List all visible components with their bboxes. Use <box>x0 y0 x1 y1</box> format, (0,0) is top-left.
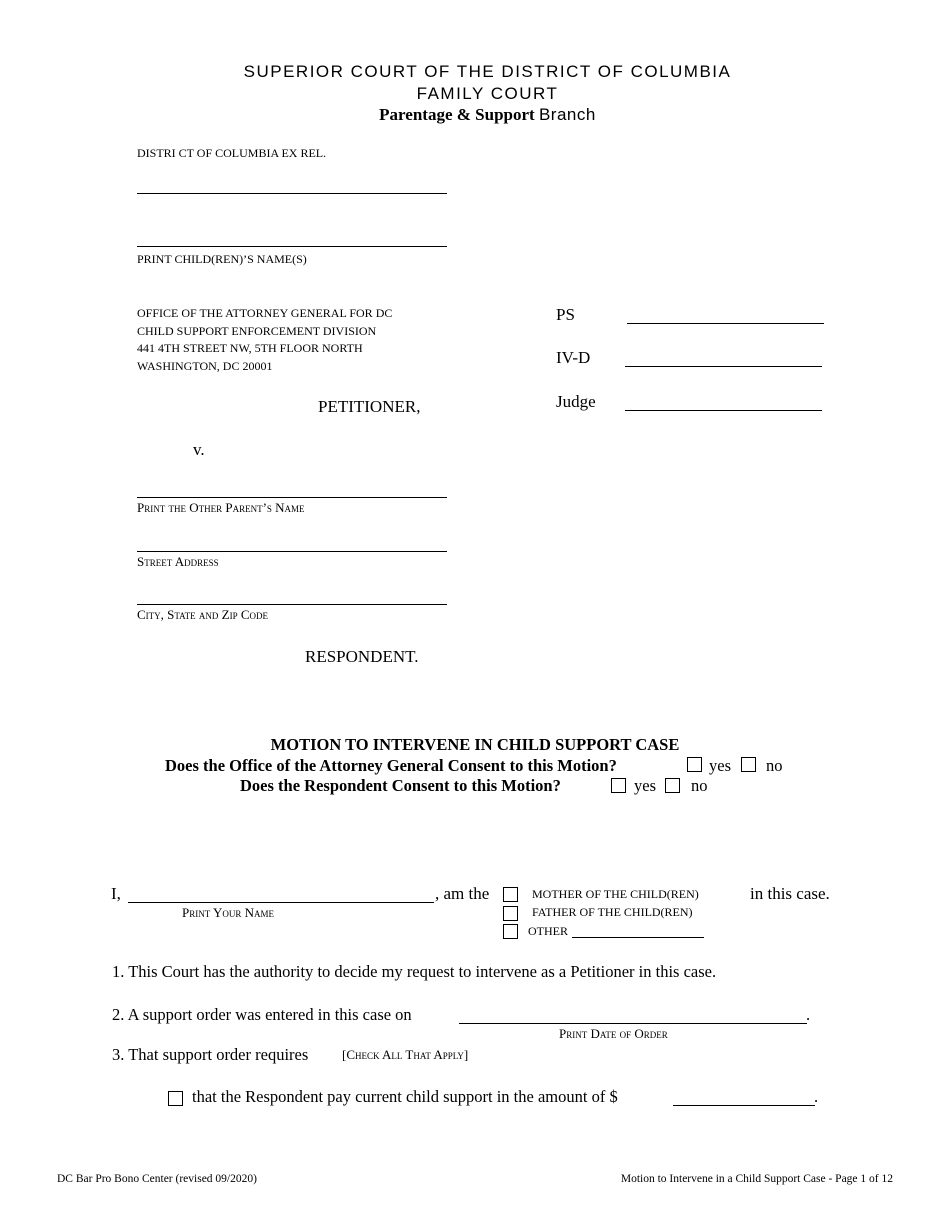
father-checkbox[interactable] <box>503 906 518 921</box>
city-label: City, State and Zip Code <box>137 607 269 622</box>
item-1: 1. This Court has the authority to decide my request to intervene as a Petitioner in this case. <box>112 962 717 981</box>
current-support-checkbox[interactable] <box>168 1091 183 1106</box>
branch-name <box>0 105 950 125</box>
current-support-label: that the Respondent pay current child support in the amount of $ <box>192 1087 618 1106</box>
judge-label: Judge <box>556 392 596 411</box>
respondent-label: RESPONDENT. <box>305 647 419 666</box>
branch-plain: Branch <box>538 105 596 124</box>
your-name-label: Print Your Name <box>182 905 275 920</box>
oag-consent-question: Does the Office of the Attorney General Consent to this Motion? <box>165 756 617 775</box>
oag-line-4: WASHINGTON, DC 20001 <box>137 358 273 373</box>
other-checkbox[interactable] <box>503 924 518 939</box>
oag-consent-no-checkbox[interactable] <box>741 757 756 772</box>
versus-label: v. <box>193 440 205 459</box>
ps-label: PS <box>556 305 575 324</box>
footer-left: DC Bar Pro Bono Center (revised 09/2020) <box>57 1173 257 1185</box>
other-parent-line[interactable] <box>137 497 447 498</box>
mother-checkbox[interactable] <box>503 887 518 902</box>
current-support-end: . <box>814 1087 819 1106</box>
child-name-label: PRINT CHILD(REN)’S NAME(S) <box>137 252 307 266</box>
oag-consent-no-label: no <box>766 756 783 775</box>
street-label: Street Address <box>137 554 219 569</box>
oag-line-2: CHILD SUPPORT ENFORCEMENT DIVISION <box>137 323 377 338</box>
i-label: I, <box>111 884 121 903</box>
branch-bold: Parentage & Support <box>379 105 535 124</box>
division-name: FAMILY COURT <box>416 84 559 103</box>
item-3: 3. That support order requires <box>112 1045 309 1064</box>
child-name-line-1[interactable] <box>137 193 447 194</box>
court-name: SUPERIOR COURT OF THE DISTRICT OF COLUMBIA <box>243 62 732 81</box>
item-2-end: . <box>806 1005 811 1024</box>
ps-field[interactable] <box>627 323 824 324</box>
respondent-consent-no-checkbox[interactable] <box>665 778 680 793</box>
petitioner-label: PETITIONER, <box>318 397 421 416</box>
item-2: 2. A support order was entered in this case on <box>112 1005 412 1024</box>
oag-line-1: OFFICE OF THE ATTORNEY GENERAL FOR DC <box>137 306 393 320</box>
ivd-label: IV-D <box>556 348 591 367</box>
respondent-consent-question: Does the Respondent Consent to this Motion? <box>240 776 561 795</box>
city-line[interactable] <box>137 604 447 605</box>
order-date-field[interactable] <box>459 1023 807 1024</box>
am-the-label: , am the <box>435 884 490 903</box>
footer-right: Motion to Intervene in a Child Support Case - Page 1 of 12 <box>620 1173 893 1185</box>
other-label: OTHER <box>528 924 568 938</box>
item-3-note: [Check All That Apply] <box>342 1047 469 1062</box>
ex-rel-label: DISTRI CT OF COLUMBIA EX REL. <box>137 146 327 160</box>
respondent-consent-no-label: no <box>691 776 708 795</box>
other-field[interactable] <box>572 937 704 938</box>
street-line[interactable] <box>137 551 447 552</box>
ivd-field[interactable] <box>625 366 822 367</box>
motion-title: MOTION TO INTERVENE IN CHILD SUPPORT CASE <box>270 735 680 754</box>
in-case-label: in this case. <box>750 884 830 903</box>
judge-field[interactable] <box>625 410 822 411</box>
order-date-label: Print Date of Order <box>559 1026 668 1041</box>
other-parent-label: Print the Other Parent’s Name <box>137 500 305 515</box>
father-label: FATHER OF THE CHILD(REN) <box>532 905 693 919</box>
respondent-consent-yes-checkbox[interactable] <box>611 778 626 793</box>
oag-consent-yes-label: yes <box>709 756 731 775</box>
mother-label: MOTHER OF THE CHILD(REN) <box>532 887 699 901</box>
respondent-consent-yes-label: yes <box>634 776 656 795</box>
oag-line-3: 441 4TH STREET NW, 5TH FLOOR NORTH <box>137 341 363 355</box>
child-name-line-2[interactable] <box>137 246 447 247</box>
current-support-amount-field[interactable] <box>673 1105 815 1106</box>
oag-address <box>137 305 392 375</box>
your-name-field[interactable] <box>128 902 434 903</box>
oag-consent-yes-checkbox[interactable] <box>687 757 702 772</box>
